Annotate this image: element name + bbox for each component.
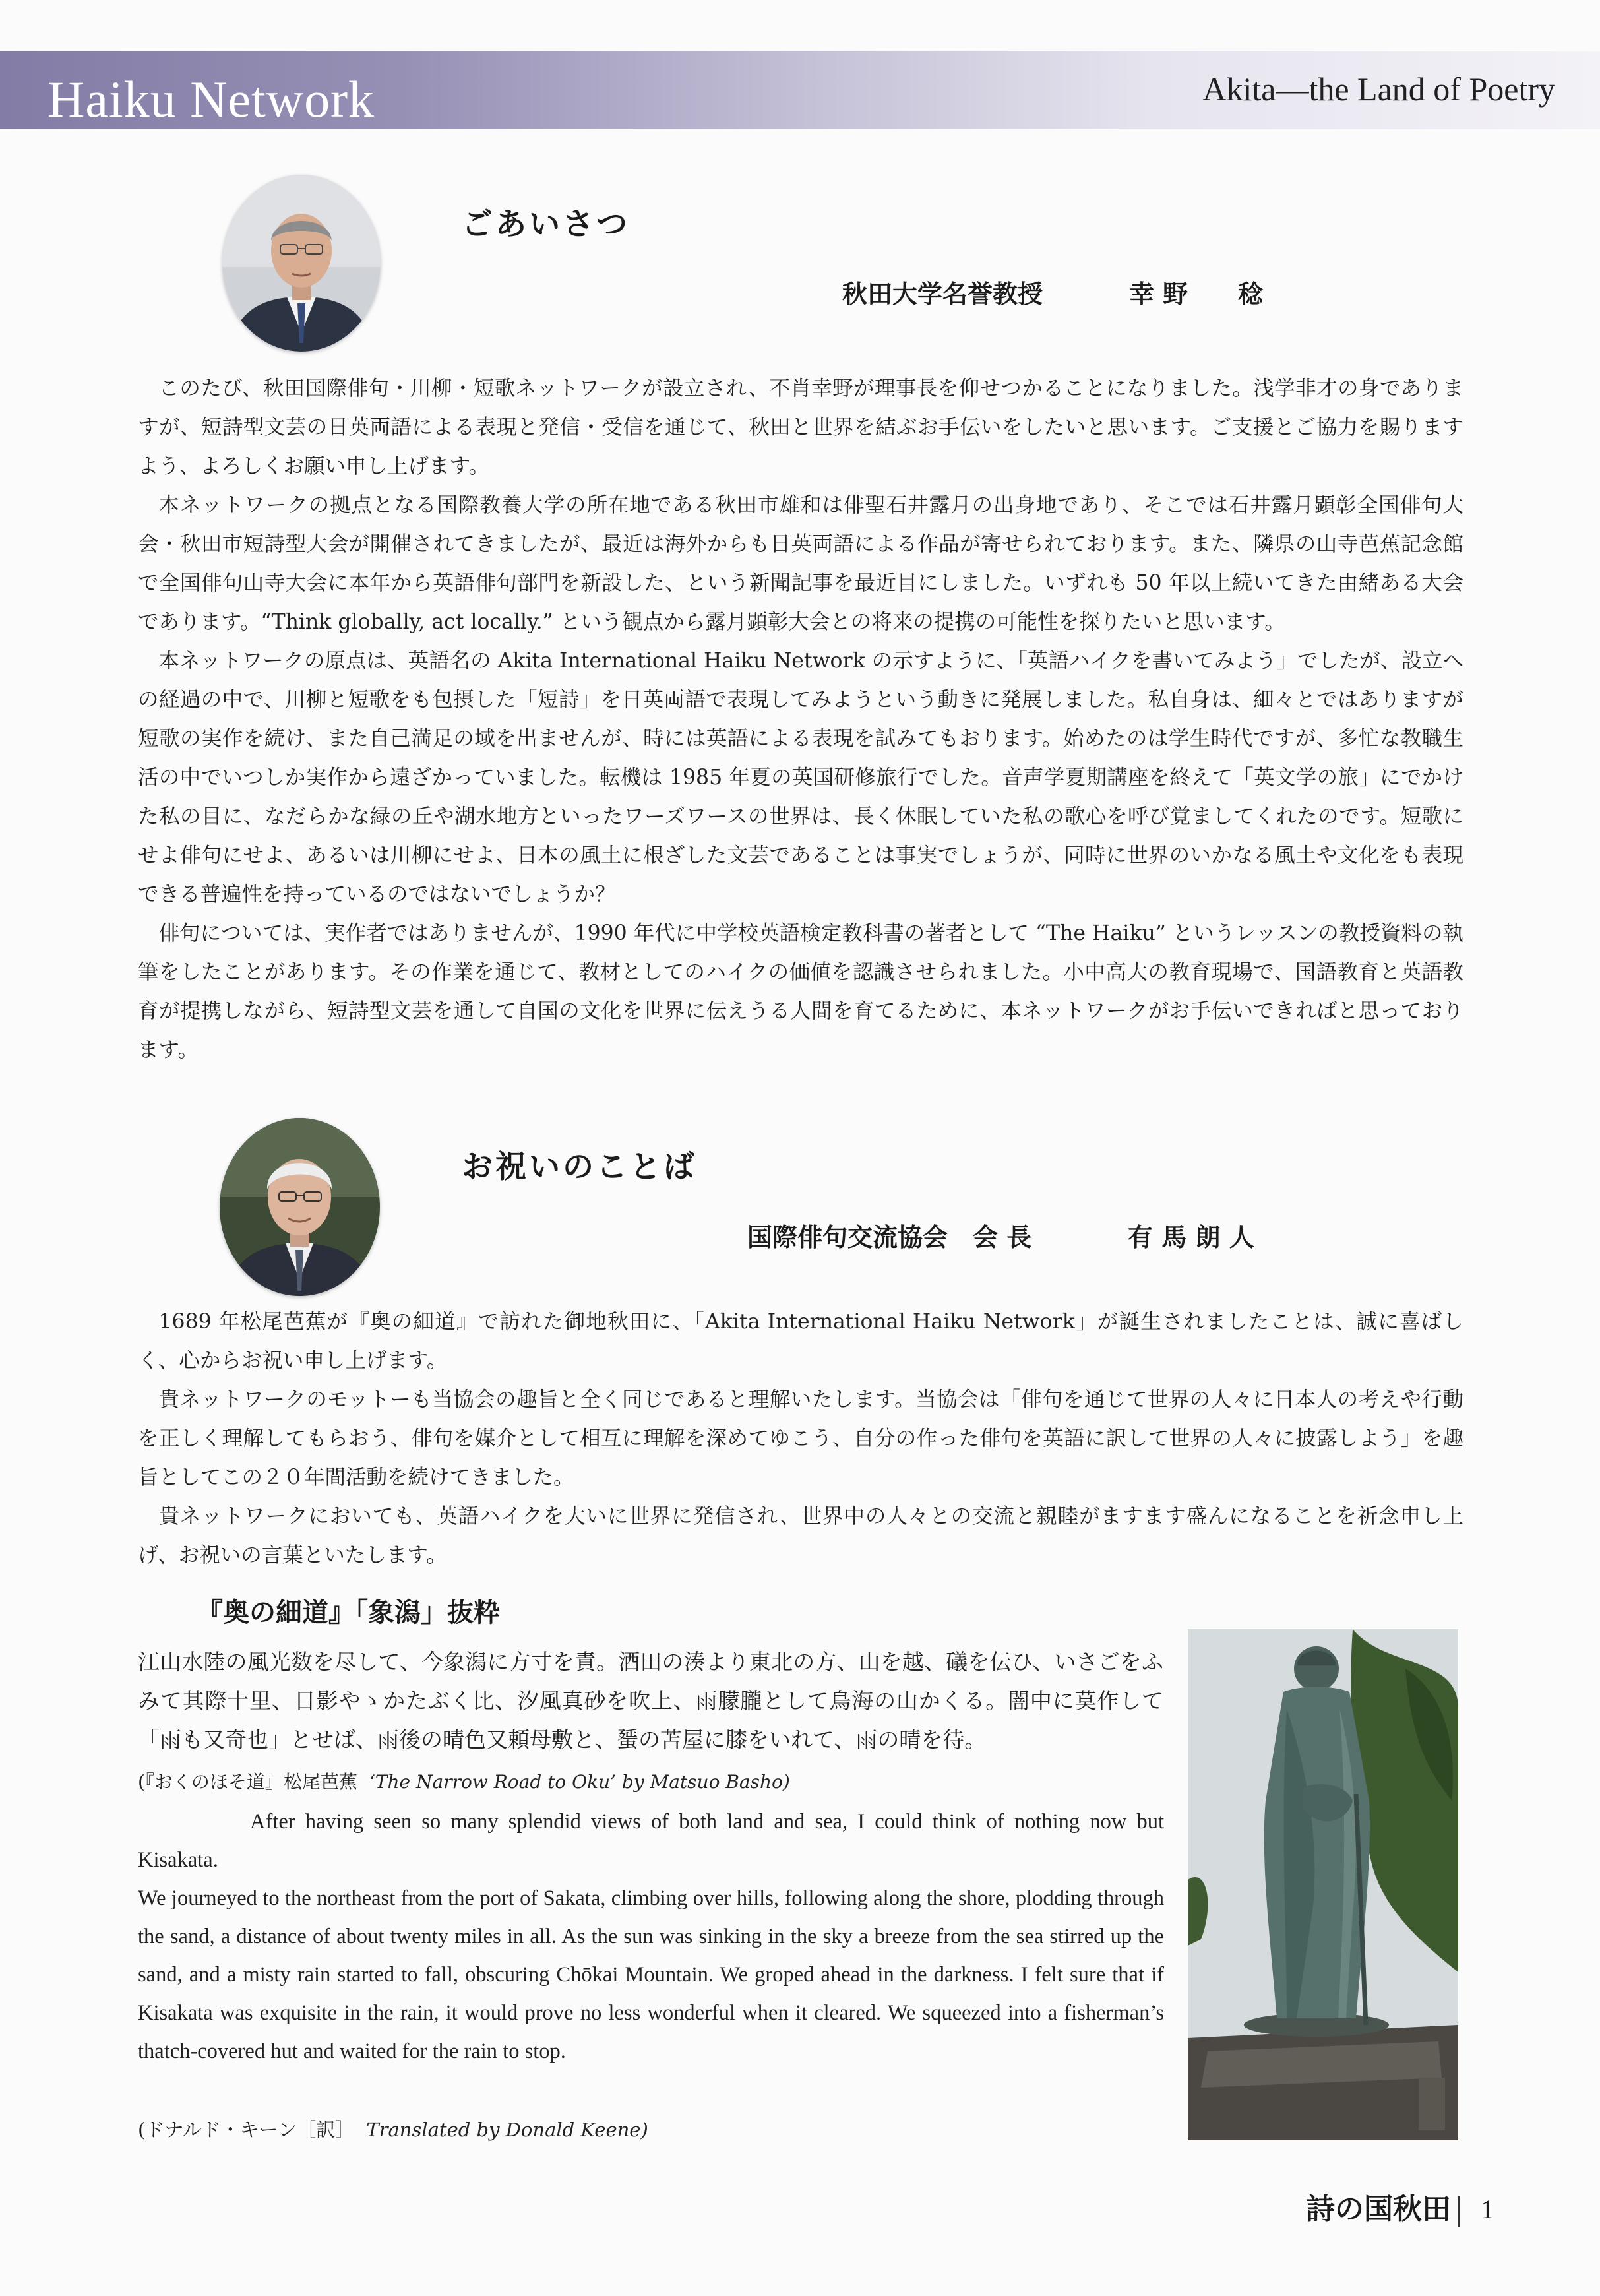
section-title: Haiku Network xyxy=(47,71,375,128)
translator-en: Translated by Donald Keene) xyxy=(366,2119,648,2141)
publication-title: Akita—the Land of Poetry xyxy=(1202,71,1555,108)
translator-credit xyxy=(138,2121,648,2140)
translation-paragraph: After having seen so many splendid views of both land and sea, I could think of nothing now but Kisakata. xyxy=(138,1810,1164,1872)
congratulations-paragraph: 貴ネットワークのモットーも当協会の趣旨と全く同じであると理解いたします。当協会は「俳句を通じて世界の人々に日本人の考えや行動を正しく理解してもらおう、俳句を媒介として相互に理解を深めてゆこう、自分の作った俳句を英語に訳して世界の人々に披露しよう」を趣旨としてこの２０年間活動を続けてきました。 xyxy=(138,1388,1463,1489)
author-portrait-arima xyxy=(220,1118,380,1296)
greeting-paragraph: 俳句については、実作者ではありませんが、1990 年代に中学校英語検定教科書の著者として “The Haiku” というレッスンの教授資料の執筆をしたことがあります。その作業を通じて、教材としてのハイクの価値を認識させられました。小中高大の教育現場で、国語教育と英語教育が提携しながら、短詩型文芸を通して自国の文化を世界に伝えうる人間を育てるために、本ネットワークがお手伝いできればと思っております。 xyxy=(138,921,1463,1062)
congratulations-author-role: 国際俳句交流協会 会 長 xyxy=(747,1223,1032,1252)
excerpt-source-jp: (『おくのほそ道』松尾芭蕉 xyxy=(138,1771,357,1793)
excerpt-source-en: ‘The Narrow Road to Oku’ by Matsuo Basho) xyxy=(369,1771,790,1793)
man-portrait-white-hair-icon xyxy=(220,1118,380,1296)
excerpt-title: 『奥の細道』「象潟」抜粋 xyxy=(197,1598,500,1628)
page-number: 1 xyxy=(1481,2194,1494,2224)
congratulations-title: お祝いのことば xyxy=(462,1149,697,1185)
basho-statue-photo xyxy=(1188,1629,1458,2140)
greeting-paragraph: 本ネットワークの原点は、英語名の Akita International Haiku Network の示すように、「英語ハイクを書いてみよう」でしたが、設立への経過の中で、川柳と短歌をも包摂した「短詩」を日英両語で表現してみようという動きに発展しました。私自身は、細々とではありますが短歌の実作を続け、また自己満足の域を出ませんが、時には英語による表現を試みてもおります。始めたのは学生時代ですが、多忙な教職生活の中でいつしか実作から遠ざかっていました。転機は 1985 年夏の英国研修旅行でした。音声学夏期講座を終えて「英文学の旅」にでかけた私の目に、なだらかな緑の丘や湖水地方といったワーズワースの世界は、長く休眠していた私の歌心を呼び覚ましてくれたのです。短歌にせよ俳句にせよ、あるいは川柳にせよ、日本の風土に根ざした文芸であることは事実でしょうが、同時に世界のいかなる風土や文化をも表現できる普遍性を持っているのではないでしょうか？ xyxy=(138,649,1463,906)
greeting-author-role: 秋田大学名誉教授 xyxy=(842,280,1043,309)
translator-jp: (ドナルド・キーン［訳］ xyxy=(138,2119,355,2141)
congratulations-author-name: 有 馬 朗 人 xyxy=(1128,1223,1254,1252)
greeting-paragraph: 本ネットワークの拠点となる国際教養大学の所在地である秋田市雄和は俳聖石井露月の出身地であり、そこでは石井露月顕彰全国俳句大会・秋田市短詩型大会が開催されてきましたが、最近は海外からも日英両語による作品が寄せられております。また、隣県の山寺芭蕉記念館で全国俳句山寺大会に本年から英語俳句部門を新設した、という新聞記事を最近目にしました。いずれも 50 年以上続いてきた由緒ある大会であります。“Think globally, act locally.” という観点から露月顕彰大会との将来の提携の可能性を探りたいと思います。 xyxy=(138,493,1463,634)
footer-divider xyxy=(1458,2196,1460,2227)
excerpt-text: 江山水陸の風光数を尽して、今象潟に方寸を責。酒田の湊より東北の方、山を越、礒を伝ひ、いさごをふみて其際十里、日影やゝかたぶく比、汐風真砂を吹上、雨朦朧として鳥海の山かくる。闇中に莫作して「雨も又奇也」とせば、雨後の晴色又頼母敷と、蜑の苫屋に膝をいれて、雨の晴を待。 xyxy=(138,1649,1163,1753)
excerpt-source xyxy=(138,1773,790,1791)
excerpt-translation xyxy=(138,1803,1164,2070)
statue-icon xyxy=(1188,1629,1458,2140)
author-portrait-koono xyxy=(222,175,381,352)
greeting-title: ごあいさつ xyxy=(462,206,630,243)
greeting-author-name: 幸 野 稔 xyxy=(1129,280,1264,309)
congratulations-paragraph: 1689 年松尾芭蕉が『奥の細道』で訪れた御地秋田に、「Akita International Haiku Network」が誕生されましたことは、誠に喜ばしく、心からお祝い申し上げます。 xyxy=(138,1310,1463,1373)
greeting-paragraph: このたび、秋田国際俳句・川柳・短歌ネットワークが設立され、不肖幸野が理事長を仰せつかることになりました。浅学非才の身でありますが、短詩型文芸の日英両語による表現と発信・受信を通じて、秋田と世界を結ぶお手伝いをしたいと思います。ご支援とご協力を賜りますよう、よろしくお願い申し上げます。 xyxy=(138,377,1463,478)
footer-logo: 詩の国秋田 xyxy=(1306,2192,1451,2226)
man-portrait-glasses-icon xyxy=(222,175,381,352)
congratulations-body xyxy=(138,1303,1463,1575)
greeting-body xyxy=(138,369,1463,1070)
congratulations-paragraph: 貴ネットワークにおいても、英語ハイクを大いに世界に発信され、世界中の人々との交流と親睦がますます盛んになることを祈念申し上げ、お祝いの言葉といたします。 xyxy=(138,1505,1463,1567)
translation-paragraph: We journeyed to the northeast from the port of Sakata, climbing over hills, following along the shore, plodding through the sand, a distance of about twenty miles in all. As the sun was sinking in the sky a breeze from the sea stirred up the sand, and a misty rain started to fall, obscuring Chōkai Mountain. We groped ahead in the darkness. I felt sure that if Kisakata was exquisite in the rain, it would prove no less wonderful when it cleared. We squeezed into a fisherman’s thatch-covered hut and waited for the rain to stop. xyxy=(138,1886,1164,2063)
